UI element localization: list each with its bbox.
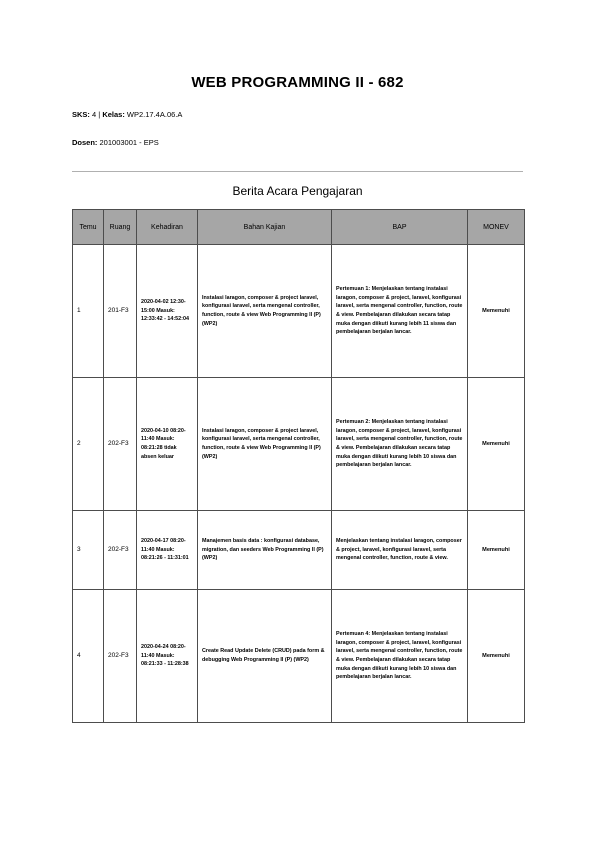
header-bahan-kajian: Bahan Kajian (198, 210, 332, 245)
cell-ruang: 201-F3 (104, 245, 137, 378)
table-row (73, 245, 525, 378)
cell-monev: Memenuhi (468, 245, 525, 378)
teaching-report-table (72, 209, 525, 723)
cell-ruang: 202-F3 (104, 511, 137, 590)
cell-monev: Memenuhi (468, 511, 525, 590)
cell-kehadiran: 2020-04-02 12:30-15:00 Masuk: 12:33:42 - 14:52:04 (137, 245, 198, 378)
cell-kehadiran: 2020-04-17 08:20-11:40 Masuk: 08:21:26 - 11:31:01 (137, 511, 198, 590)
cell-temu: 3 (73, 511, 104, 590)
cell-bahan-kajian: Manajemen basis data : konfigurasi database, migration, dan seeders Web Programming II (P) (WP2) (198, 511, 332, 590)
cell-bap: Pertemuan 4: Menjelaskan tentang instalasi laragon, composer & project, laravel, konfigurasi laravel, serta mengenal controller, function, route & view. Pembelajaran dilakukan secara tatap muka dengan diikuti kurang lebih 10 siswa dan pembelajaran berjalan lancar. (332, 590, 468, 723)
table-row (73, 511, 525, 590)
cell-kehadiran: 2020-04-24 08:20-11:40 Masuk: 08:21:33 - 11:28:38 (137, 590, 198, 723)
cell-bap: Pertemuan 2: Menjelaskan tentang instalasi laragon, composer & project, laravel, konfigurasi laravel, serta mengenal controller, function, route & view. Pembelajaran dilakukan secara tatap muka dengan diikuti kurang lebih 10 siswa dan pembelajaran berjalan lancar. (332, 378, 468, 511)
cell-bahan-kajian: Instalasi laragon, composer & project laravel, konfigurasi laravel, serta mengenal controller, function, route & view Web Programming II (P) (WP2) (198, 245, 332, 378)
cell-ruang: 202-F3 (104, 378, 137, 511)
sks-value: 4 | (92, 110, 101, 119)
cell-temu: 1 (73, 245, 104, 378)
cell-bap: Pertemuan 1: Menjelaskan tentang instalasi laragon, composer & project, laravel, konfigurasi laravel, serta mengenal controller, function, route & view. Pembelajaran dilakukan secara tatap muka dengan diikuti kurang lebih 11 siswa dan pembelajaran berjalan lancar. (332, 245, 468, 378)
header-bap: BAP (332, 210, 468, 245)
cell-monev: Memenuhi (468, 590, 525, 723)
section-title: Berita Acara Pengajaran (232, 184, 363, 198)
dosen-value: 201003001 - EPS (99, 138, 159, 147)
header-temu: Temu (73, 210, 104, 245)
table-row (73, 378, 525, 511)
cell-temu: 2 (73, 378, 104, 511)
cell-kehadiran: 2020-04-10 08:20-11:40 Masuk: 08:21:28 tidak absen keluar (137, 378, 198, 511)
cell-bahan-kajian: Create Read Update Delete (CRUD) pada form & debugging Web Programming II (P) (WP2) (198, 590, 332, 723)
page-title: WEB PROGRAMMING II - 682 (191, 74, 404, 91)
course-meta (72, 110, 182, 119)
header-monev: MONEV (468, 210, 525, 245)
sks-label: SKS: (72, 110, 90, 119)
lecturer-meta (72, 138, 159, 147)
cell-monev: Memenuhi (468, 378, 525, 511)
divider (72, 171, 523, 172)
kelas-label: Kelas: (102, 110, 125, 119)
cell-ruang: 202-F3 (104, 590, 137, 723)
table-header-row (73, 210, 525, 245)
header-kehadiran: Kehadiran (137, 210, 198, 245)
dosen-label: Dosen: (72, 138, 98, 147)
table-row (73, 590, 525, 723)
kelas-value: WP2.17.4A.06.A (126, 110, 183, 119)
cell-temu: 4 (73, 590, 104, 723)
cell-bahan-kajian: Instalasi laragon, composer & project laravel, konfigurasi laravel, serta mengenal controller, function, route & view Web Programming II (P) (WP2) (198, 378, 332, 511)
cell-bap: Menjelaskan tentang instalasi laragon, composer & project, laravel, konfigurasi laravel, serta mengenal controller, function, route & view. (332, 511, 468, 590)
header-ruang: Ruang (104, 210, 137, 245)
